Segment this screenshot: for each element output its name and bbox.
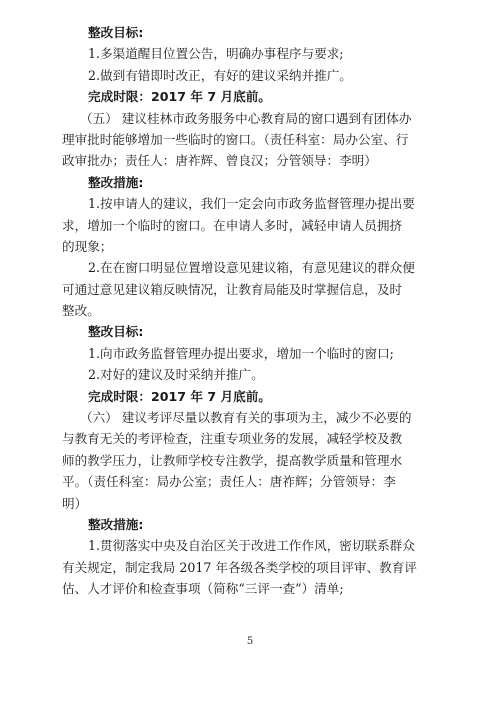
paragraph-line: 与教育无关的考评检查，注重专项业务的发展，减轻学校及教 bbox=[62, 431, 403, 447]
paragraph-line: （六） 建议考评尽量以教育有关的事项为主，减少不必要的 bbox=[80, 410, 412, 426]
document-body bbox=[62, 22, 462, 600]
paragraph-line: 理审批时能够增加一些临时的窗口。（责任科室：局办公室、行 bbox=[62, 131, 409, 147]
page-number: 5 bbox=[246, 636, 254, 647]
paragraph-line: 1.多渠道醒目位置公告，明确办事程序与要求; bbox=[88, 46, 344, 62]
section-heading: 完成时限：2017 年 7 月底前。 bbox=[88, 388, 271, 404]
section-heading: 整改措施: bbox=[88, 174, 144, 190]
paragraph-line: 可通过意见建议箱反映情况，让教育局能及时掌握信息，及时 bbox=[62, 281, 403, 297]
section-heading: 整改目标: bbox=[88, 324, 144, 340]
paragraph-line: 2.对好的建议及时采纳并推广。 bbox=[88, 367, 264, 383]
paragraph-line: 估、人才评价和检查事项（简称“三评一查”）清单; bbox=[62, 581, 344, 597]
paragraph-line: 2.做到有错即时改正，有好的建议采纳并推广。 bbox=[88, 67, 352, 83]
paragraph-line: 1.贯彻落实中央及自治区关于改进工作作风，密切联系群众 bbox=[88, 538, 415, 554]
paragraph-line: 师的教学压力，让教师学校专注教学，提高教学质量和管理水 bbox=[62, 452, 403, 468]
paragraph-line: 整改。 bbox=[62, 303, 100, 319]
paragraph-line: 平。（责任科室：局办公室；责任人：唐祚辉；分管领导：李 bbox=[62, 474, 396, 490]
paragraph-line: 1.按申请人的建议，我们一定会向市政务监督管理办提出要 bbox=[88, 196, 415, 212]
section-heading: 完成时限：2017 年 7 月底前。 bbox=[88, 89, 271, 105]
paragraph-line: 2.在在窗口明显位置增设意见建议箱，有意见建议的群众便 bbox=[88, 260, 415, 276]
section-heading: 整改目标: bbox=[88, 25, 144, 40]
paragraph-line: 有关规定，制定我局 2017 年各级各类学校的项目评审、教育评 bbox=[62, 559, 417, 575]
paragraph-line: 政审批办；责任人：唐祚辉、曾良汉；分管领导：李明） bbox=[62, 153, 377, 169]
paragraph-line: 的现象； bbox=[62, 238, 113, 254]
paragraph-line: （五） 建议桂林市政务服务中心教育局的窗口遇到有团体办 bbox=[80, 110, 412, 126]
paragraph-line: 明） bbox=[62, 495, 88, 511]
paragraph-line: 1.向市政务监督管理办提出要求，增加一个临时的窗口; bbox=[88, 345, 394, 361]
section-heading: 整改措施: bbox=[88, 516, 144, 532]
paragraph-line: 求，增加一个临时的窗口。在申请人多时，减轻申请人员拥挤 bbox=[62, 217, 403, 233]
